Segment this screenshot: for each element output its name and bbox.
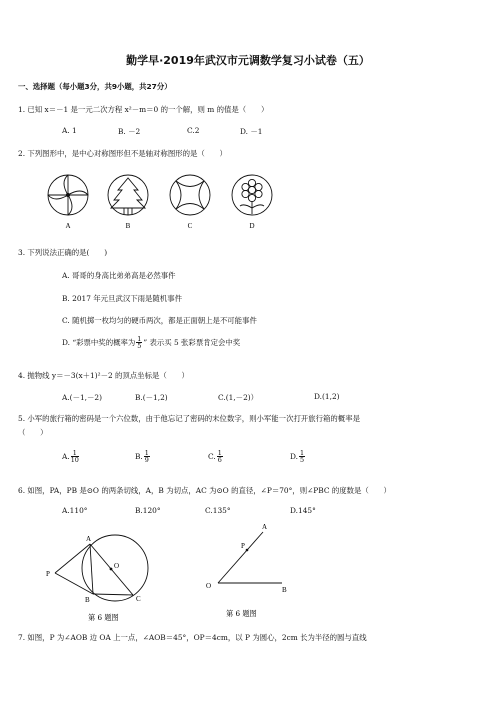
q5-option-b-letter: B.: [135, 451, 143, 461]
q5-option-c-denominator: 6: [217, 456, 222, 465]
q5-option-d-numerator: 1: [300, 449, 305, 457]
q6-option-d: D.145°: [290, 506, 316, 515]
q3-option-d-prefix: D. “彩票中奖的概率为: [62, 337, 136, 347]
figure-a-label: A: [65, 222, 71, 230]
q1-option-c: C.2: [187, 126, 200, 135]
q5-option-a: [62, 450, 80, 464]
q5-option-b-fraction: [144, 450, 150, 464]
q4-option-a: A.(－1,－2): [62, 393, 102, 402]
q3-option-a: A. 哥哥的身高比弟弟高是必然事件: [62, 271, 176, 280]
q3-option-b: B. 2017 年元旦武汉下雨是随机事件: [62, 294, 182, 303]
q5-option-c: [208, 450, 224, 464]
q3-option-d-suffix: ” 表示买 5 张彩票肯定会中奖: [143, 337, 241, 347]
question-6-stem: 6. 如图，PA，PB 是⊙O 的两条切线，A，B 为切点，AC 为⊙O 的直径，∠P＝70°，则∠PBC 的度数是（ ）: [18, 486, 391, 495]
figure-b-tree: [108, 175, 148, 215]
question-7-stem: 7. 如图，P 为∠AOB 边 OA 上一点，∠AOB＝45°，OP＝4cm，以 P 为圆心，2cm 长为半径的圆与直线: [18, 633, 367, 642]
q4-option-c: C.(1,－2)）: [218, 393, 259, 402]
q3-option-d: [62, 336, 240, 350]
fig2-point-a: A: [262, 523, 268, 531]
q5-option-c-fraction: [217, 450, 223, 464]
figure-d-flower: [232, 175, 272, 215]
fig1-point-o: O: [114, 562, 120, 570]
q5-option-a-letter: A.: [62, 451, 70, 461]
fig2-point-o: O: [206, 582, 212, 590]
q3-option-c: C. 随机掷一枚均匀的硬币两次，都是正面朝上是不可能事件: [62, 316, 257, 325]
q3-option-d-numerator: 1: [137, 335, 142, 343]
fig2-caption: 第 6 题图: [226, 609, 257, 618]
figure-b-label: B: [125, 222, 131, 230]
q5-option-b-denominator: 9: [144, 456, 149, 465]
q5-option-b: [135, 450, 151, 464]
fig2-point-p: P: [241, 542, 245, 550]
figure-a-pinwheel: [48, 175, 88, 215]
q6-figure-2: [200, 520, 320, 620]
fig2-point-b: B: [282, 586, 287, 594]
fig1-point-c: C: [136, 595, 141, 603]
section-heading: 一、选择题（每小题3分，共9小题，共27分）: [18, 82, 172, 91]
figure-c-label: C: [187, 222, 193, 230]
q6-option-b: B.120°: [135, 506, 161, 515]
fig1-point-b: B: [85, 596, 90, 604]
q1-option-a: A. 1: [62, 126, 77, 135]
q5-option-d-denominator: 5: [300, 456, 305, 465]
fig1-point-p: P: [46, 570, 50, 578]
q5-option-b-numerator: 1: [144, 449, 149, 457]
question-1-stem: 1. 已知 x＝－1 是一元二次方程 x²－m＝0 的一个解，则 m 的值是（ ）: [18, 105, 269, 114]
q5-option-a-numerator: 1: [71, 450, 79, 457]
q4-option-d: D.(1,2): [314, 392, 340, 401]
q6-figure-1: [40, 528, 200, 628]
q5-option-d-fraction: [299, 450, 305, 464]
q5-option-a-fraction: [71, 450, 79, 464]
figure-c-arcs: [170, 175, 210, 215]
question-5-stem-cont: （ ）: [18, 428, 48, 437]
q1-option-b: B. －2: [118, 127, 141, 136]
fig1-caption: 第 6 题图: [88, 613, 119, 622]
q5-option-d-letter: D.: [290, 451, 299, 461]
page-title: 勤学早·2019年武汉市元调数学复习小试卷（五）: [126, 54, 370, 67]
figure-d-label: D: [249, 222, 255, 230]
q5-option-a-denominator: 10: [70, 456, 79, 465]
question-3-stem: 3. 下列说法正确的是( ): [18, 248, 108, 257]
q1-option-d: D. －1: [240, 127, 263, 136]
q4-option-b: B.(－1,2): [135, 393, 168, 402]
question-4-stem: 4. 抛物线 y＝－3(x＋1)²－2 的顶点坐标是（ ）: [18, 371, 189, 380]
q6-option-a: A.110°: [62, 506, 88, 515]
q6-option-c: C.135°: [205, 506, 231, 515]
q5-option-d: [290, 450, 306, 464]
q3-option-d-fraction: [136, 336, 142, 350]
q2-figures: [0, 170, 496, 250]
fig1-point-a: A: [86, 535, 92, 543]
q5-option-c-letter: C.: [208, 451, 216, 461]
question-5-stem: 5. 小军的旅行箱的密码是一个六位数，由于他忘记了密码的末位数字，则小军能一次打开旅行箱的概率是: [18, 414, 360, 423]
q3-option-d-denominator: 5: [137, 342, 142, 351]
question-2-stem: 2. 下列图形中，是中心对称图形但不是轴对称图形的是（ ）: [18, 149, 227, 158]
q5-option-c-numerator: 1: [217, 449, 222, 457]
